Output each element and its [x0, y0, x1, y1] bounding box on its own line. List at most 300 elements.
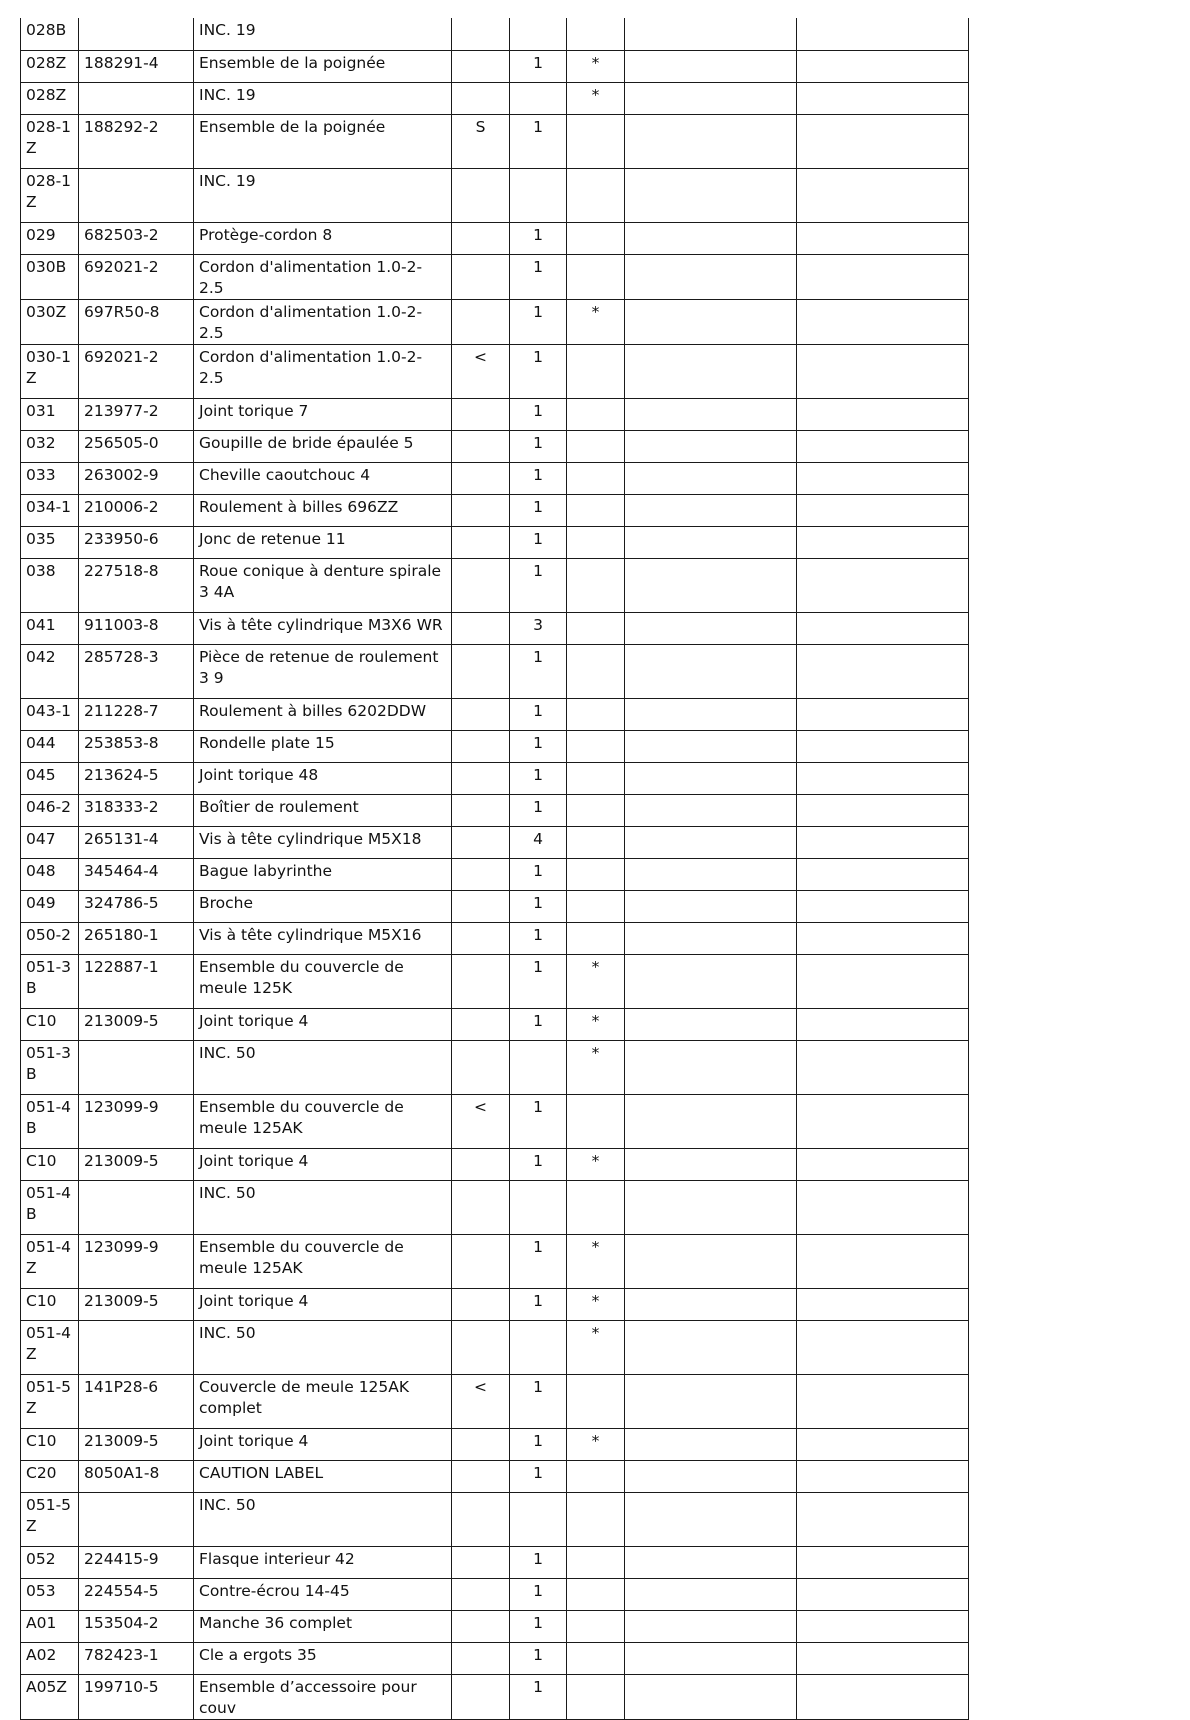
- table-row: [21, 762, 969, 794]
- cell-extra-2: [797, 1148, 969, 1180]
- cell-ref-no: C10: [21, 1428, 79, 1460]
- cell-description: INC. 19: [194, 18, 452, 50]
- cell-quantity: 1: [510, 762, 567, 794]
- cell-description: Boîtier de roulement: [194, 794, 452, 826]
- cell-part-no: 213009-5: [79, 1008, 194, 1040]
- cell-extra-1: [625, 299, 797, 344]
- table-row: [21, 1234, 969, 1288]
- cell-part-no: [79, 18, 194, 50]
- cell-extra-2: [797, 1094, 969, 1148]
- cell-mark: [567, 1610, 625, 1642]
- table-row: [21, 1148, 969, 1180]
- cell-extra-2: [797, 1546, 969, 1578]
- cell-ref-no: 035: [21, 526, 79, 558]
- cell-extra-2: [797, 1578, 969, 1610]
- cell-mark: [567, 612, 625, 644]
- cell-description: INC. 19: [194, 168, 452, 222]
- cell-note: [452, 462, 510, 494]
- cell-extra-1: [625, 430, 797, 462]
- cell-extra-1: [625, 222, 797, 254]
- cell-note: [452, 890, 510, 922]
- cell-extra-2: [797, 1428, 969, 1460]
- cell-description: Vis à tête cylindrique M5X16: [194, 922, 452, 954]
- cell-part-no: [79, 1180, 194, 1234]
- cell-mark: [567, 794, 625, 826]
- cell-quantity: 3: [510, 612, 567, 644]
- cell-mark: [567, 1180, 625, 1234]
- cell-extra-1: [625, 1040, 797, 1094]
- cell-mark: *: [567, 1320, 625, 1374]
- cell-part-no: 682503-2: [79, 222, 194, 254]
- cell-ref-no: 052: [21, 1546, 79, 1578]
- cell-extra-2: [797, 1288, 969, 1320]
- cell-ref-no: A02: [21, 1642, 79, 1674]
- cell-mark: [567, 398, 625, 430]
- cell-mark: *: [567, 1148, 625, 1180]
- cell-mark: [567, 1374, 625, 1428]
- table-row: [21, 1320, 969, 1374]
- table-row: [21, 1492, 969, 1546]
- cell-mark: *: [567, 1288, 625, 1320]
- cell-mark: [567, 922, 625, 954]
- cell-mark: [567, 1492, 625, 1546]
- cell-description: INC. 50: [194, 1320, 452, 1374]
- cell-description: Rondelle plate 15: [194, 730, 452, 762]
- cell-mark: [567, 344, 625, 398]
- table-row: [21, 1428, 969, 1460]
- cell-extra-1: [625, 1094, 797, 1148]
- cell-ref-no: 033: [21, 462, 79, 494]
- cell-extra-1: [625, 1008, 797, 1040]
- cell-ref-no: 028-1 Z: [21, 114, 79, 168]
- cell-extra-2: [797, 698, 969, 730]
- cell-extra-1: [625, 558, 797, 612]
- cell-note: <: [452, 344, 510, 398]
- cell-description: Contre-écrou 14-45: [194, 1578, 452, 1610]
- cell-quantity: 1: [510, 494, 567, 526]
- cell-quantity: 1: [510, 1460, 567, 1492]
- cell-quantity: [510, 1040, 567, 1094]
- cell-extra-1: [625, 1428, 797, 1460]
- cell-part-no: [79, 1492, 194, 1546]
- table-row: [21, 922, 969, 954]
- table-row: [21, 430, 969, 462]
- cell-note: [452, 222, 510, 254]
- cell-extra-1: [625, 794, 797, 826]
- cell-extra-2: [797, 18, 969, 50]
- cell-description: Vis à tête cylindrique M5X18: [194, 826, 452, 858]
- cell-extra-1: [625, 1578, 797, 1610]
- cell-part-no: 285728-3: [79, 644, 194, 698]
- cell-extra-2: [797, 826, 969, 858]
- table-row: [21, 114, 969, 168]
- cell-description: Ensemble du couvercle de meule 125K: [194, 954, 452, 1008]
- cell-quantity: 1: [510, 1374, 567, 1428]
- cell-note: [452, 922, 510, 954]
- cell-description: Joint torique 48: [194, 762, 452, 794]
- cell-note: [452, 1610, 510, 1642]
- cell-note: [452, 1642, 510, 1674]
- cell-note: [452, 50, 510, 82]
- cell-extra-2: [797, 1610, 969, 1642]
- cell-description: Joint torique 7: [194, 398, 452, 430]
- cell-quantity: 1: [510, 1288, 567, 1320]
- cell-description: Joint torique 4: [194, 1008, 452, 1040]
- cell-ref-no: 028B: [21, 18, 79, 50]
- cell-extra-1: [625, 168, 797, 222]
- cell-note: [452, 1578, 510, 1610]
- cell-extra-2: [797, 794, 969, 826]
- cell-description: Ensemble de la poignée: [194, 50, 452, 82]
- cell-ref-no: 031: [21, 398, 79, 430]
- cell-quantity: [510, 168, 567, 222]
- cell-quantity: 1: [510, 344, 567, 398]
- cell-mark: [567, 494, 625, 526]
- cell-ref-no: C10: [21, 1148, 79, 1180]
- cell-extra-1: [625, 344, 797, 398]
- cell-ref-no: 038: [21, 558, 79, 612]
- cell-note: [452, 1428, 510, 1460]
- cell-description: Joint torique 4: [194, 1428, 452, 1460]
- cell-quantity: 1: [510, 890, 567, 922]
- cell-extra-2: [797, 762, 969, 794]
- cell-description: INC. 50: [194, 1040, 452, 1094]
- cell-mark: [567, 890, 625, 922]
- cell-extra-1: [625, 954, 797, 1008]
- cell-note: [452, 558, 510, 612]
- cell-part-no: 210006-2: [79, 494, 194, 526]
- cell-part-no: 141P28-6: [79, 1374, 194, 1428]
- cell-mark: [567, 644, 625, 698]
- table-row: [21, 794, 969, 826]
- cell-extra-2: [797, 1040, 969, 1094]
- cell-mark: [567, 168, 625, 222]
- cell-ref-no: 032: [21, 430, 79, 462]
- cell-description: Goupille de bride épaulée 5: [194, 430, 452, 462]
- cell-part-no: 697R50-8: [79, 299, 194, 344]
- cell-note: [452, 1288, 510, 1320]
- parts-table: [20, 18, 969, 1720]
- table-row: [21, 1674, 969, 1719]
- table-row: [21, 698, 969, 730]
- cell-part-no: 782423-1: [79, 1642, 194, 1674]
- cell-quantity: 1: [510, 114, 567, 168]
- table-row: [21, 1008, 969, 1040]
- table-row: [21, 1288, 969, 1320]
- cell-quantity: 1: [510, 398, 567, 430]
- cell-ref-no: 029: [21, 222, 79, 254]
- cell-description: INC. 19: [194, 82, 452, 114]
- cell-mark: [567, 1578, 625, 1610]
- cell-description: Cle a ergots 35: [194, 1642, 452, 1674]
- cell-note: [452, 1320, 510, 1374]
- cell-note: [452, 1492, 510, 1546]
- table-row: [21, 858, 969, 890]
- cell-extra-2: [797, 168, 969, 222]
- table-row: [21, 50, 969, 82]
- cell-note: [452, 1546, 510, 1578]
- cell-quantity: 1: [510, 794, 567, 826]
- cell-part-no: 265131-4: [79, 826, 194, 858]
- cell-extra-2: [797, 954, 969, 1008]
- table-row: [21, 82, 969, 114]
- cell-mark: *: [567, 1234, 625, 1288]
- cell-ref-no: C10: [21, 1008, 79, 1040]
- cell-part-no: 8050A1-8: [79, 1460, 194, 1492]
- cell-part-no: 692021-2: [79, 254, 194, 299]
- cell-extra-2: [797, 922, 969, 954]
- table-row: [21, 890, 969, 922]
- cell-part-no: 213009-5: [79, 1148, 194, 1180]
- cell-mark: [567, 462, 625, 494]
- cell-mark: [567, 1460, 625, 1492]
- cell-quantity: 4: [510, 826, 567, 858]
- cell-quantity: 1: [510, 1234, 567, 1288]
- cell-note: [452, 794, 510, 826]
- cell-extra-1: [625, 82, 797, 114]
- cell-extra-2: [797, 430, 969, 462]
- cell-note: [452, 1008, 510, 1040]
- cell-extra-2: [797, 890, 969, 922]
- cell-ref-no: C10: [21, 1288, 79, 1320]
- cell-mark: *: [567, 1040, 625, 1094]
- cell-note: [452, 398, 510, 430]
- cell-note: <: [452, 1374, 510, 1428]
- cell-description: Cordon d'alimentation 1.0-2-2.5: [194, 344, 452, 398]
- cell-mark: [567, 526, 625, 558]
- cell-mark: [567, 1642, 625, 1674]
- cell-note: [452, 168, 510, 222]
- table-row: [21, 730, 969, 762]
- cell-mark: [567, 826, 625, 858]
- cell-ref-no: 053: [21, 1578, 79, 1610]
- cell-extra-1: [625, 494, 797, 526]
- cell-mark: [567, 114, 625, 168]
- table-row: [21, 1546, 969, 1578]
- cell-description: Cordon d'alimentation 1.0-2-2.5: [194, 299, 452, 344]
- cell-part-no: 324786-5: [79, 890, 194, 922]
- cell-note: [452, 82, 510, 114]
- cell-note: [452, 254, 510, 299]
- cell-extra-1: [625, 730, 797, 762]
- cell-mark: [567, 1094, 625, 1148]
- cell-quantity: 1: [510, 1546, 567, 1578]
- table-row: [21, 1180, 969, 1234]
- table-row: [21, 644, 969, 698]
- cell-extra-2: [797, 612, 969, 644]
- cell-description: Cordon d'alimentation 1.0-2-2.5: [194, 254, 452, 299]
- cell-part-no: 211228-7: [79, 698, 194, 730]
- cell-description: Protège-cordon 8: [194, 222, 452, 254]
- cell-part-no: 911003-8: [79, 612, 194, 644]
- cell-quantity: 1: [510, 558, 567, 612]
- cell-quantity: 1: [510, 1674, 567, 1719]
- cell-mark: [567, 858, 625, 890]
- cell-description: Ensemble du couvercle de meule 125AK: [194, 1094, 452, 1148]
- table-row: [21, 494, 969, 526]
- cell-description: Roulement à billes 6202DDW: [194, 698, 452, 730]
- cell-ref-no: 051-4 Z: [21, 1234, 79, 1288]
- cell-extra-2: [797, 858, 969, 890]
- cell-mark: [567, 430, 625, 462]
- table-row: [21, 1578, 969, 1610]
- cell-mark: *: [567, 50, 625, 82]
- cell-extra-1: [625, 1288, 797, 1320]
- cell-extra-1: [625, 114, 797, 168]
- cell-extra-1: [625, 1320, 797, 1374]
- cell-ref-no: 045: [21, 762, 79, 794]
- cell-ref-no: 030Z: [21, 299, 79, 344]
- cell-part-no: 199710-5: [79, 1674, 194, 1719]
- cell-mark: [567, 18, 625, 50]
- cell-quantity: [510, 18, 567, 50]
- cell-part-no: 256505-0: [79, 430, 194, 462]
- cell-ref-no: 051-4 B: [21, 1094, 79, 1148]
- cell-extra-1: [625, 50, 797, 82]
- cell-quantity: 1: [510, 254, 567, 299]
- cell-extra-2: [797, 1674, 969, 1719]
- cell-extra-1: [625, 826, 797, 858]
- cell-description: Broche: [194, 890, 452, 922]
- cell-extra-1: [625, 612, 797, 644]
- cell-mark: *: [567, 299, 625, 344]
- cell-description: Roulement à billes 696ZZ: [194, 494, 452, 526]
- cell-extra-1: [625, 1148, 797, 1180]
- cell-description: Vis à tête cylindrique M3X6 WR: [194, 612, 452, 644]
- cell-extra-2: [797, 1180, 969, 1234]
- cell-extra-1: [625, 762, 797, 794]
- cell-extra-2: [797, 526, 969, 558]
- cell-extra-2: [797, 730, 969, 762]
- cell-extra-1: [625, 1642, 797, 1674]
- cell-extra-1: [625, 1492, 797, 1546]
- cell-extra-1: [625, 858, 797, 890]
- cell-note: [452, 612, 510, 644]
- cell-description: CAUTION LABEL: [194, 1460, 452, 1492]
- cell-extra-1: [625, 18, 797, 50]
- cell-part-no: 213009-5: [79, 1428, 194, 1460]
- cell-quantity: 1: [510, 730, 567, 762]
- cell-ref-no: 051-5 Z: [21, 1374, 79, 1428]
- cell-ref-no: 030-1 Z: [21, 344, 79, 398]
- cell-part-no: [79, 82, 194, 114]
- cell-description: Couvercle de meule 125AK complet: [194, 1374, 452, 1428]
- cell-description: Manche 36 complet: [194, 1610, 452, 1642]
- cell-extra-1: [625, 462, 797, 494]
- cell-quantity: 1: [510, 954, 567, 1008]
- cell-quantity: 1: [510, 50, 567, 82]
- cell-ref-no: 046-2: [21, 794, 79, 826]
- cell-part-no: [79, 1320, 194, 1374]
- cell-part-no: 224554-5: [79, 1578, 194, 1610]
- cell-ref-no: 047: [21, 826, 79, 858]
- cell-description: Ensemble d’accessoire pour couv: [194, 1674, 452, 1719]
- cell-part-no: [79, 1040, 194, 1094]
- cell-extra-2: [797, 398, 969, 430]
- table-row: [21, 1642, 969, 1674]
- cell-part-no: 123099-9: [79, 1094, 194, 1148]
- cell-extra-2: [797, 558, 969, 612]
- cell-note: [452, 1148, 510, 1180]
- table-row: [21, 526, 969, 558]
- cell-extra-1: [625, 1460, 797, 1492]
- cell-quantity: [510, 1180, 567, 1234]
- cell-ref-no: 051-4 B: [21, 1180, 79, 1234]
- cell-mark: *: [567, 1428, 625, 1460]
- cell-quantity: [510, 82, 567, 114]
- cell-extra-1: [625, 526, 797, 558]
- cell-quantity: 1: [510, 1642, 567, 1674]
- cell-quantity: 1: [510, 644, 567, 698]
- cell-ref-no: 041: [21, 612, 79, 644]
- cell-extra-1: [625, 890, 797, 922]
- cell-part-no: 253853-8: [79, 730, 194, 762]
- cell-extra-2: [797, 1460, 969, 1492]
- cell-quantity: 1: [510, 222, 567, 254]
- cell-mark: *: [567, 82, 625, 114]
- table-row: [21, 1094, 969, 1148]
- table-row: [21, 1610, 969, 1642]
- cell-note: [452, 858, 510, 890]
- cell-quantity: 1: [510, 1008, 567, 1040]
- table-row: [21, 612, 969, 644]
- cell-description: Ensemble de la poignée: [194, 114, 452, 168]
- cell-part-no: 188291-4: [79, 50, 194, 82]
- cell-part-no: 692021-2: [79, 344, 194, 398]
- cell-part-no: 265180-1: [79, 922, 194, 954]
- table-row: [21, 398, 969, 430]
- cell-note: [452, 430, 510, 462]
- cell-part-no: 122887-1: [79, 954, 194, 1008]
- cell-mark: *: [567, 954, 625, 1008]
- table-row: [21, 222, 969, 254]
- cell-part-no: 227518-8: [79, 558, 194, 612]
- cell-ref-no: 034-1: [21, 494, 79, 526]
- cell-note: [452, 1180, 510, 1234]
- cell-ref-no: 043-1: [21, 698, 79, 730]
- cell-mark: [567, 762, 625, 794]
- table-row: [21, 954, 969, 1008]
- cell-part-no: 224415-9: [79, 1546, 194, 1578]
- table-row: [21, 344, 969, 398]
- cell-extra-2: [797, 1642, 969, 1674]
- cell-note: [452, 762, 510, 794]
- cell-note: [452, 1040, 510, 1094]
- cell-ref-no: 048: [21, 858, 79, 890]
- cell-mark: [567, 558, 625, 612]
- cell-note: [452, 1234, 510, 1288]
- table-row: [21, 18, 969, 50]
- cell-description: Joint torique 4: [194, 1288, 452, 1320]
- cell-part-no: 188292-2: [79, 114, 194, 168]
- cell-quantity: 1: [510, 462, 567, 494]
- cell-ref-no: 028Z: [21, 50, 79, 82]
- cell-extra-2: [797, 1008, 969, 1040]
- cell-description: Jonc de retenue 11: [194, 526, 452, 558]
- cell-note: S: [452, 114, 510, 168]
- cell-ref-no: 030B: [21, 254, 79, 299]
- parts-table-body: [21, 18, 969, 1719]
- cell-extra-1: [625, 644, 797, 698]
- cell-extra-2: [797, 1492, 969, 1546]
- cell-ref-no: 050-2: [21, 922, 79, 954]
- cell-note: [452, 1674, 510, 1719]
- cell-quantity: 1: [510, 299, 567, 344]
- cell-part-no: [79, 168, 194, 222]
- cell-ref-no: A01: [21, 1610, 79, 1642]
- cell-quantity: 1: [510, 698, 567, 730]
- cell-part-no: 318333-2: [79, 794, 194, 826]
